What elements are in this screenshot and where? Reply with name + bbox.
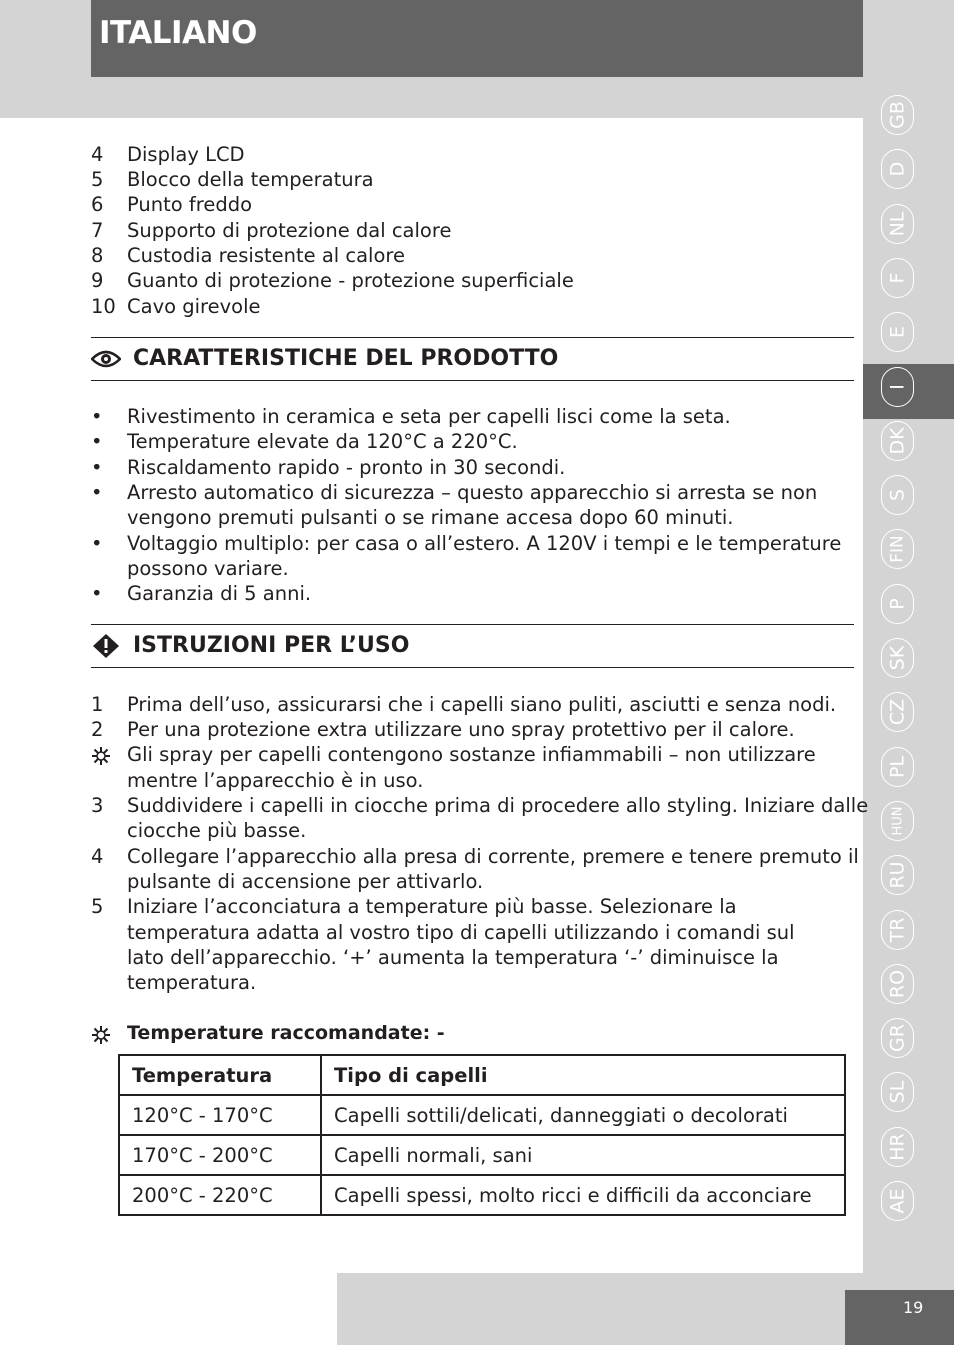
step-text-continued: temperatura adatta al vostro tipo di capelli utilizzando i comandi sul: [127, 921, 795, 944]
instructions-heading-band: [91, 624, 854, 668]
language-tab-label: I: [886, 383, 908, 390]
list-item: Custodia resistente al calore: [127, 244, 405, 267]
language-tab-label: PL: [886, 755, 908, 778]
language-tab-fin[interactable]: [881, 529, 914, 569]
list-item: Guanto di protezione - protezione superficiale: [127, 269, 574, 292]
language-tab-pl[interactable]: [881, 747, 914, 787]
language-tab-hr[interactable]: [881, 1127, 914, 1167]
step-text-continued: temperatura.: [127, 971, 257, 994]
language-tab-label: CZ: [886, 699, 908, 726]
step-num: 2: [91, 718, 104, 741]
language-tab-ru[interactable]: [881, 855, 914, 895]
list-item-num: 8: [91, 244, 104, 267]
table-row: [119, 1175, 845, 1215]
table-row: [119, 1095, 845, 1135]
temperature-table: [118, 1054, 846, 1216]
exclamation-drop-icon: [91, 634, 121, 658]
table-header-cell: Temperatura: [119, 1055, 321, 1095]
language-tab-d[interactable]: [881, 149, 914, 189]
eye-icon: [91, 347, 121, 371]
list-item: Supporto di protezione dal calore: [127, 219, 452, 242]
step-num: 4: [91, 845, 104, 868]
table-header-row: [119, 1055, 845, 1095]
language-tab-ro[interactable]: [881, 964, 914, 1004]
list-item: Voltaggio multiplo: per casa o all’estero. A 120V i tempi e le temperature: [127, 532, 842, 555]
language-tab-nl[interactable]: [881, 204, 914, 244]
bullet: •: [91, 456, 103, 479]
language-tab-f[interactable]: [881, 258, 914, 298]
list-item: Display LCD: [127, 143, 245, 166]
language-tab-hun[interactable]: [881, 801, 914, 841]
step-num: 1: [91, 693, 104, 716]
step-text: Per una protezione extra utilizzare uno spray protettivo per il calore.: [127, 718, 795, 741]
bullet: •: [91, 582, 103, 605]
list-item: Garanzia di 5 anni.: [127, 582, 312, 605]
list-item-num: 7: [91, 219, 104, 242]
list-item: Blocco della temperatura: [127, 168, 374, 191]
features-heading: CARATTERISTICHE DEL PRODOTTO: [133, 346, 559, 371]
warning-text: Gli spray per capelli contengono sostanze infiammabili – non utilizzare: [127, 743, 816, 766]
step-text-continued: ciocche più basse.: [127, 819, 307, 842]
language-tab-label: NL: [886, 211, 908, 236]
language-tab-e[interactable]: [881, 312, 914, 352]
language-tab-dk[interactable]: [881, 421, 914, 461]
list-item-num: 9: [91, 269, 104, 292]
warning-star-icon: [91, 746, 111, 766]
language-tab-label: HR: [886, 1132, 908, 1161]
table-cell: 200°C - 220°C: [119, 1175, 321, 1215]
step-text-continued: lato dell’apparecchio. ‘+’ aumenta la temperatura ‘-’ diminuisce la: [127, 946, 779, 969]
language-tab-label: TR: [886, 917, 908, 942]
page-number-box: [845, 1290, 954, 1345]
list-item-num: 5: [91, 168, 104, 191]
language-tab-sl[interactable]: [881, 1072, 914, 1112]
table-cell: 170°C - 200°C: [119, 1135, 321, 1175]
header-bar: [91, 0, 863, 77]
step-text: Iniziare l’acconciatura a temperature più basse. Selezionare la: [127, 895, 737, 918]
table-cell: 120°C - 170°C: [119, 1095, 321, 1135]
language-tab-tr[interactable]: [881, 910, 914, 950]
language-tab-label: FIN: [887, 535, 907, 564]
page-title: ITALIANO: [99, 15, 257, 51]
list-item-num: 4: [91, 143, 104, 166]
bullet: •: [91, 430, 103, 453]
language-tab-label: D: [886, 161, 908, 177]
language-tab-label: SK: [886, 645, 908, 671]
table-cell: Capelli normali, sani: [321, 1135, 845, 1175]
features-heading-band: [91, 337, 854, 381]
language-tab-label: SL: [886, 1081, 908, 1104]
step-text: Suddividere i capelli in ciocche prima di procedere allo styling. Iniziare dalle: [127, 794, 869, 817]
list-item-num: 6: [91, 193, 104, 216]
language-tab-label: S: [886, 489, 908, 502]
list-item-continued: vengono premuti pulsanti o se rimane accesa dopo 60 minuti.: [127, 506, 734, 529]
page-body-bottom: [0, 1273, 337, 1345]
language-tab-label: GB: [886, 101, 908, 129]
step-text: Prima dell’uso, assicurarsi che i capelli siano puliti, asciutti e senza nodi.: [127, 693, 837, 716]
language-tab-s[interactable]: [881, 475, 914, 515]
page-number: 19: [903, 1298, 924, 1317]
language-tab-label: E: [886, 326, 908, 339]
recommended-label: Temperature raccomandate: -: [127, 1022, 445, 1044]
list-item: Cavo girevole: [127, 295, 261, 318]
table-row: [119, 1135, 845, 1175]
bullet: •: [91, 405, 103, 428]
language-tab-cz[interactable]: [881, 692, 914, 732]
warning-text-continued: mentre l’apparecchio è in uso.: [127, 769, 424, 792]
step-num: 3: [91, 794, 104, 817]
language-tab-i[interactable]: [881, 367, 914, 407]
list-item-continued: possono variare.: [127, 557, 289, 580]
language-tab-label: F: [886, 272, 908, 284]
step-num: 5: [91, 895, 104, 918]
language-tab-gb[interactable]: [881, 95, 914, 135]
language-tab-ae[interactable]: [881, 1181, 914, 1221]
language-tab-label: RU: [886, 861, 908, 889]
language-tab-label: DK: [886, 427, 908, 455]
language-tab-label: P: [886, 597, 908, 610]
language-tab-sk[interactable]: [881, 638, 914, 678]
table-header-cell: Tipo di capelli: [321, 1055, 845, 1095]
language-tab-label: AE: [886, 1188, 908, 1214]
table-cell: Capelli spessi, molto ricci e difficili da acconciare: [321, 1175, 845, 1215]
list-item: Rivestimento in ceramica e seta per capelli lisci come la seta.: [127, 405, 731, 428]
bullet: •: [91, 532, 103, 555]
language-tab-label: RO: [886, 969, 908, 998]
bullet: •: [91, 481, 103, 504]
list-item: Temperature elevate da 120°C a 220°C.: [127, 430, 518, 453]
step-text: Collegare l’apparecchio alla presa di corrente, premere e tenere premuto il: [127, 845, 859, 868]
table-cell: Capelli sottili/delicati, danneggiati o decolorati: [321, 1095, 845, 1135]
list-item: Punto freddo: [127, 193, 253, 216]
warning-star-icon: [91, 1025, 111, 1045]
step-text-continued: pulsante di accensione per attivarlo.: [127, 870, 484, 893]
language-tab-gr[interactable]: [881, 1018, 914, 1058]
list-item-num: 10: [91, 295, 116, 318]
list-item: Riscaldamento rapido - pronto in 30 secondi.: [127, 456, 566, 479]
language-tab-p[interactable]: [881, 584, 914, 624]
language-tab-label: HUN: [890, 806, 905, 836]
instructions-heading: ISTRUZIONI PER L’USO: [133, 633, 410, 658]
list-item: Arresto automatico di sicurezza – questo apparecchio si arresta se non: [127, 481, 818, 504]
language-tab-label: GR: [886, 1024, 908, 1053]
